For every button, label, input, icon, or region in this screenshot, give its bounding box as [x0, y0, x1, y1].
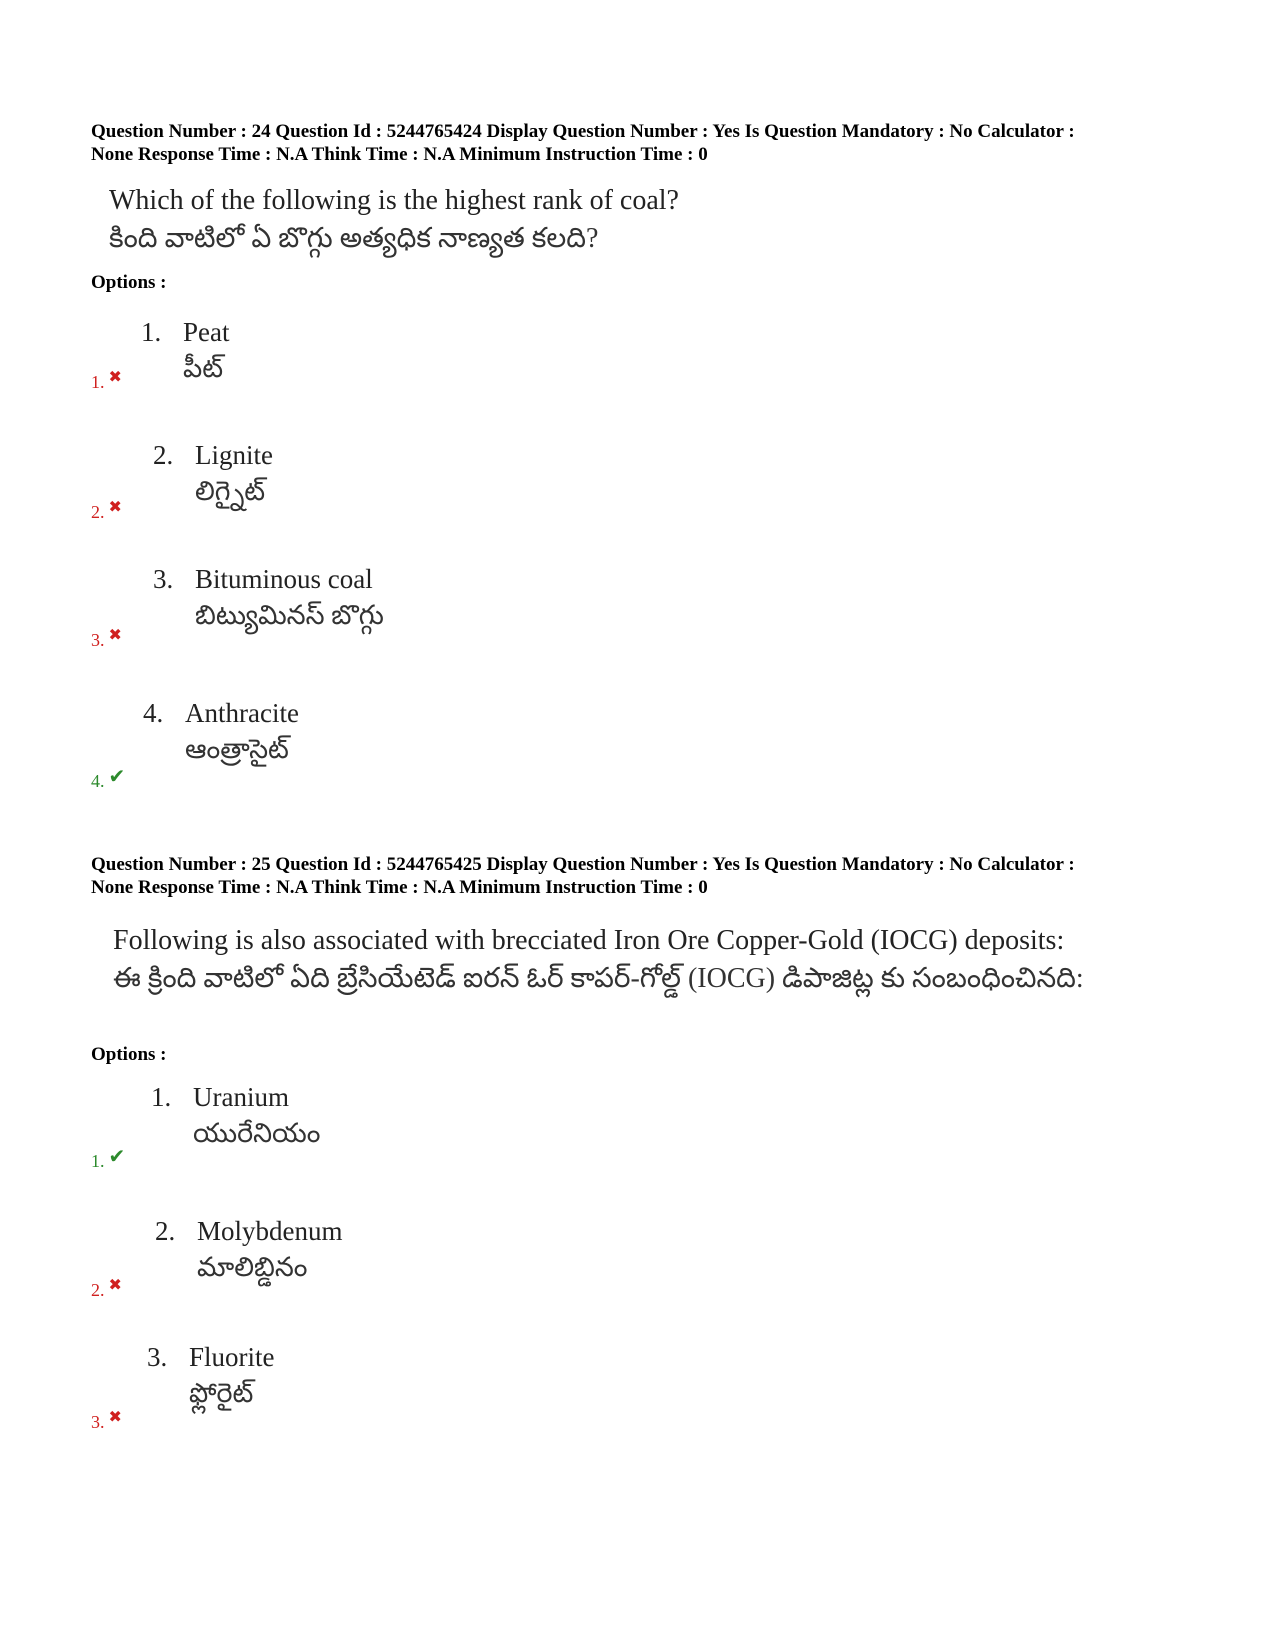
- question-text-en: Which of the following is the highest rank of coal?: [109, 185, 679, 216]
- question-text-te: కింది వాటిలో ఏ బొగ్గు అత్యధిక నాణ్యత కలది?: [109, 223, 599, 254]
- option-number: 4.: [143, 698, 164, 728]
- option-text-te: యురేనియం: [193, 1118, 321, 1148]
- option-item: [153, 437, 273, 509]
- option-item: [151, 1079, 320, 1151]
- option-text-en: Anthracite: [185, 698, 299, 728]
- option-number: 2.: [155, 1216, 176, 1246]
- question-text: [109, 182, 1189, 258]
- question-meta-line1: Question Number : 24 Question Id : 5244765424 Display Question Number : Yes Is Question Mandatory : No Calculator :: [91, 121, 1075, 142]
- option-result-number: 1.: [91, 1151, 105, 1171]
- cross-icon: ✖: [108, 627, 122, 644]
- check-icon: ✔: [108, 766, 126, 788]
- option-result-mark: [91, 1277, 122, 1301]
- question-text-te: ఈ క్రింది వాటిలో ఏది బ్రేసియేటెడ్ ఐరన్ ఓర్ కాపర్-గోల్డ్ (IOCG) డిపాజిట్ల కు సంబంధించినది:: [113, 963, 1084, 994]
- option-number: 1.: [141, 317, 162, 347]
- option-number: 2.: [153, 440, 174, 470]
- option-result-mark: [91, 1409, 122, 1433]
- option-text-en: Lignite: [195, 440, 273, 470]
- option-result-number: 2.: [91, 1280, 105, 1300]
- option-result-number: 2.: [91, 502, 105, 522]
- cross-icon: ✖: [108, 369, 122, 386]
- option-result-mark: [91, 627, 122, 651]
- option-item: [143, 695, 299, 767]
- question-meta-line2: None Response Time : N.A Think Time : N.A Minimum Instruction Time : 0: [91, 877, 708, 898]
- question-meta-line2: None Response Time : N.A Think Time : N.A Minimum Instruction Time : 0: [91, 144, 708, 165]
- options-label: Options :: [91, 272, 167, 293]
- option-result-number: 3.: [91, 630, 105, 650]
- option-item: [155, 1213, 343, 1285]
- option-text-te: లిగ్నైట్: [195, 476, 266, 506]
- question-text-en: Following is also associated with brecciated Iron Ore Copper-Gold (IOCG) deposits:: [113, 925, 1065, 956]
- option-text-te: మాలిబ్డినం: [197, 1252, 308, 1282]
- question-meta: [91, 853, 1221, 899]
- option-text-en: Bituminous coal: [195, 564, 373, 594]
- option-result-mark: [91, 499, 122, 523]
- option-number: 1.: [151, 1082, 172, 1112]
- option-number: 3.: [147, 1342, 168, 1372]
- question-meta: [91, 120, 1221, 166]
- option-result-mark: [91, 1148, 125, 1173]
- option-text-en: Fluorite: [189, 1342, 275, 1372]
- option-text-te: బిట్యుమినస్ బొగ్గు: [195, 600, 384, 630]
- question-text: [113, 922, 1193, 998]
- cross-icon: ✖: [108, 1409, 122, 1426]
- check-icon: ✔: [108, 1146, 126, 1168]
- option-item: [153, 561, 384, 633]
- options-label: Options :: [91, 1044, 167, 1065]
- option-text-te: పీట్: [183, 353, 224, 383]
- option-result-mark: [91, 768, 125, 793]
- option-number: 3.: [153, 564, 174, 594]
- cross-icon: ✖: [108, 1277, 122, 1294]
- option-result-number: 3.: [91, 1412, 105, 1432]
- cross-icon: ✖: [108, 499, 122, 516]
- option-result-mark: [91, 369, 122, 393]
- option-item: [141, 314, 230, 386]
- question-meta-line1: Question Number : 25 Question Id : 5244765425 Display Question Number : Yes Is Question Mandatory : No Calculator :: [91, 854, 1075, 875]
- option-text-en: Uranium: [193, 1082, 289, 1112]
- option-text-en: Molybdenum: [197, 1216, 343, 1246]
- option-text-en: Peat: [183, 317, 230, 347]
- option-result-number: 1.: [91, 372, 105, 392]
- option-text-te: ఫ్లోరైట్: [189, 1378, 254, 1408]
- option-result-number: 4.: [91, 771, 105, 791]
- option-item: [147, 1339, 275, 1411]
- option-text-te: ఆంత్రాసైట్: [185, 734, 289, 764]
